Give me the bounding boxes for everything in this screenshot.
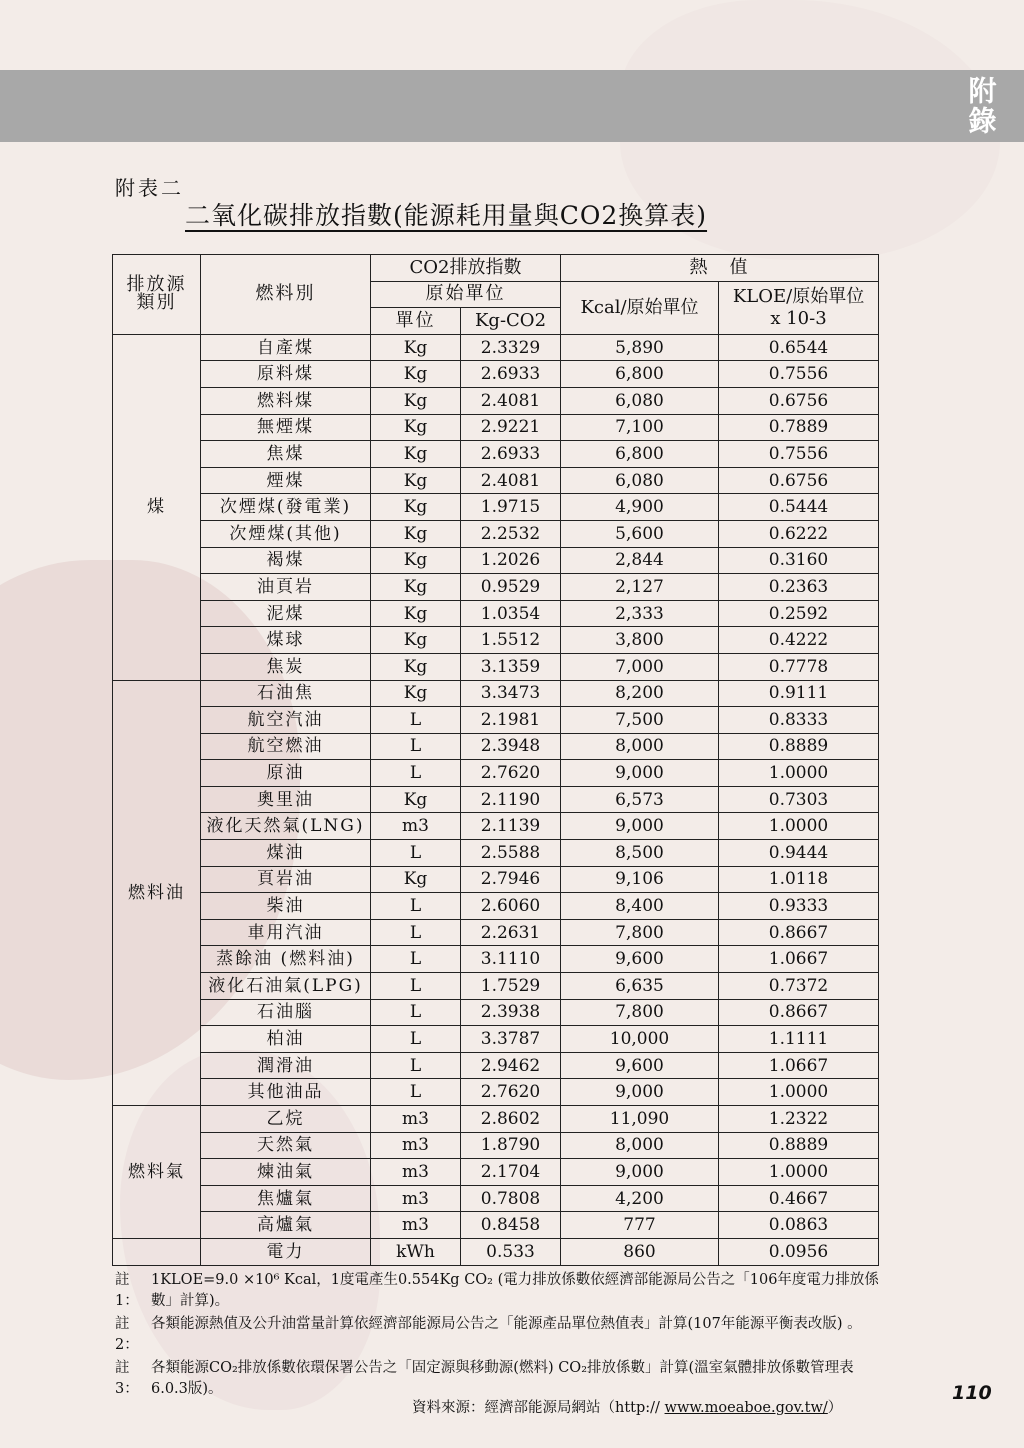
kloe-cell: 0.0863: [719, 1212, 879, 1239]
unit-cell: Kg: [371, 494, 461, 521]
kcal-cell: 9,106: [561, 866, 719, 893]
fuel-cell: 柏油: [201, 1026, 371, 1053]
kcal-cell: 2,333: [561, 600, 719, 627]
kloe-cell: 0.2363: [719, 574, 879, 601]
table-row: [113, 467, 879, 494]
fuel-cell: 航空燃油: [201, 733, 371, 760]
co2-cell: 2.2631: [461, 919, 561, 946]
unit-cell: Kg: [371, 467, 461, 494]
footnote-label: 註2：: [115, 1316, 139, 1353]
table-row: [113, 999, 879, 1026]
page-title: 二氧化碳排放指數(能源耗用量與CO2換算表): [185, 201, 708, 230]
kloe-cell: 0.8333: [719, 707, 879, 734]
kcal-cell: 7,000: [561, 653, 719, 680]
kcal-cell: 6,080: [561, 387, 719, 414]
co2-cell: 3.1110: [461, 946, 561, 973]
fuel-cell: 原料煤: [201, 361, 371, 388]
unit-cell: Kg: [371, 653, 461, 680]
kloe-cell: 1.0000: [719, 1159, 879, 1186]
footnote: [115, 1358, 880, 1400]
table-row: [113, 334, 879, 361]
table-row: [113, 733, 879, 760]
kloe-cell: 1.0118: [719, 866, 879, 893]
table-row: [113, 840, 879, 867]
unit-cell: Kg: [371, 547, 461, 574]
fuel-cell: 其他油品: [201, 1079, 371, 1106]
co2-cell: 0.8458: [461, 1212, 561, 1239]
unit-cell: m3: [371, 1185, 461, 1212]
co2-cell: 2.3329: [461, 334, 561, 361]
footnote-text: 1KLOE=9.0 ×10⁶ Kcal，1度電產生0.554Kg CO₂ (電力排放係數依經濟部能源局公告之「106年度電力排放係數」計算)。: [151, 1272, 879, 1309]
kloe-cell: 1.0000: [719, 760, 879, 787]
unit-cell: L: [371, 893, 461, 920]
footnote-text: 各類能源熱值及公升油當量計算依經濟部能源局公告之「能源產品單位熱值表」計算(107年能源平衡表改版) 。: [151, 1316, 862, 1332]
header-kcal: Kcal/原始單位: [561, 281, 719, 334]
fuel-cell: 石油腦: [201, 999, 371, 1026]
kloe-cell: 0.5444: [719, 494, 879, 521]
kcal-cell: 6,573: [561, 786, 719, 813]
kcal-cell: 10,000: [561, 1026, 719, 1053]
fuel-cell: 電力: [201, 1238, 371, 1265]
co2-cell: 2.1704: [461, 1159, 561, 1186]
fuel-cell: 頁岩油: [201, 866, 371, 893]
co2-cell: 2.7946: [461, 866, 561, 893]
kcal-cell: 8,000: [561, 1132, 719, 1159]
table-row: [113, 1052, 879, 1079]
co2-cell: 2.7620: [461, 760, 561, 787]
kloe-cell: 0.8667: [719, 919, 879, 946]
kloe-cell: 1.2322: [719, 1106, 879, 1133]
kcal-cell: 5,600: [561, 520, 719, 547]
kcal-cell: 9,000: [561, 760, 719, 787]
kcal-cell: 7,800: [561, 919, 719, 946]
unit-cell: L: [371, 973, 461, 1000]
co2-cell: 2.8602: [461, 1106, 561, 1133]
co2-cell: 2.6933: [461, 441, 561, 468]
kloe-cell: 0.6756: [719, 387, 879, 414]
fuel-cell: 自產煤: [201, 334, 371, 361]
kcal-cell: 7,100: [561, 414, 719, 441]
co2-cell: 2.6060: [461, 893, 561, 920]
header-kg-co2: Kg-CO2: [461, 308, 561, 335]
source-suffix: ）: [827, 1400, 843, 1416]
kloe-cell: 0.8667: [719, 999, 879, 1026]
kloe-cell: 0.2592: [719, 600, 879, 627]
appendix-tab: 附錄: [964, 76, 998, 136]
table-row: [113, 1238, 879, 1265]
fuel-cell: 煤油: [201, 840, 371, 867]
table-row: [113, 600, 879, 627]
table-row: [113, 441, 879, 468]
kcal-cell: 8,000: [561, 733, 719, 760]
kloe-cell: 0.7372: [719, 973, 879, 1000]
kloe-cell: 0.9333: [719, 893, 879, 920]
table-row: [113, 1212, 879, 1239]
co2-conversion-table: [112, 254, 879, 1266]
co2-cell: 2.1981: [461, 707, 561, 734]
kcal-cell: 5,890: [561, 334, 719, 361]
kloe-cell: 0.7303: [719, 786, 879, 813]
unit-cell: L: [371, 946, 461, 973]
fuel-cell: 次煙煤(其他): [201, 520, 371, 547]
table-label: 附表二: [115, 176, 184, 200]
source-citation: [412, 1396, 842, 1417]
unit-cell: Kg: [371, 387, 461, 414]
unit-cell: L: [371, 733, 461, 760]
kloe-cell: 0.6222: [719, 520, 879, 547]
co2-cell: 2.5588: [461, 840, 561, 867]
kcal-cell: 3,800: [561, 627, 719, 654]
unit-cell: Kg: [371, 680, 461, 707]
table-body: [113, 334, 879, 1265]
fuel-cell: 泥煤: [201, 600, 371, 627]
fuel-cell: 無煙煤: [201, 414, 371, 441]
header-co2-index: CO2排放指數: [371, 255, 561, 282]
table-row: [113, 973, 879, 1000]
unit-cell: L: [371, 1052, 461, 1079]
footnote-label: 註3：: [115, 1360, 139, 1397]
fuel-cell: 次煙煤(發電業): [201, 494, 371, 521]
co2-cell: 2.4081: [461, 387, 561, 414]
kcal-cell: 8,400: [561, 893, 719, 920]
unit-cell: Kg: [371, 441, 461, 468]
header-kloe-scale: x 10-3: [770, 307, 827, 329]
kcal-cell: 8,200: [561, 680, 719, 707]
unit-cell: Kg: [371, 520, 461, 547]
table-row: [113, 1106, 879, 1133]
kcal-cell: 7,500: [561, 707, 719, 734]
co2-cell: 3.3473: [461, 680, 561, 707]
unit-cell: m3: [371, 1159, 461, 1186]
kloe-cell: 0.7556: [719, 441, 879, 468]
kloe-cell: 0.6756: [719, 467, 879, 494]
kloe-cell: 0.3160: [719, 547, 879, 574]
co2-cell: 1.0354: [461, 600, 561, 627]
table-row: [113, 361, 879, 388]
kcal-cell: 2,844: [561, 547, 719, 574]
unit-cell: Kg: [371, 334, 461, 361]
kloe-cell: 1.0667: [719, 946, 879, 973]
co2-cell: 2.7620: [461, 1079, 561, 1106]
kloe-cell: 1.0000: [719, 1079, 879, 1106]
fuel-cell: 航空汽油: [201, 707, 371, 734]
table-row: [113, 653, 879, 680]
co2-cell: 2.4081: [461, 467, 561, 494]
unit-cell: L: [371, 999, 461, 1026]
unit-cell: L: [371, 707, 461, 734]
fuel-cell: 液化天然氣(LNG): [201, 813, 371, 840]
fuel-cell: 褐煤: [201, 547, 371, 574]
fuel-cell: 液化石油氣(LPG): [201, 973, 371, 1000]
co2-cell: 1.5512: [461, 627, 561, 654]
table-row: [113, 1132, 879, 1159]
co2-cell: 2.3938: [461, 999, 561, 1026]
kcal-cell: 7,800: [561, 999, 719, 1026]
co2-cell: 3.3787: [461, 1026, 561, 1053]
table-row: [113, 1185, 879, 1212]
fuel-cell: 煤球: [201, 627, 371, 654]
table-row: [113, 707, 879, 734]
unit-cell: m3: [371, 1212, 461, 1239]
table-row: [113, 574, 879, 601]
table-row: [113, 520, 879, 547]
fuel-cell: 焦炭: [201, 653, 371, 680]
fuel-cell: 潤滑油: [201, 1052, 371, 1079]
table-row: [113, 1079, 879, 1106]
table-row: [113, 414, 879, 441]
kcal-cell: 777: [561, 1212, 719, 1239]
header-kloe-label: KLOE/原始單位: [732, 285, 865, 307]
co2-cell: 1.9715: [461, 494, 561, 521]
fuel-cell: 石油焦: [201, 680, 371, 707]
table-row: [113, 680, 879, 707]
table-row: [113, 1159, 879, 1186]
kloe-cell: 1.1111: [719, 1026, 879, 1053]
fuel-cell: 煙煤: [201, 467, 371, 494]
fuel-cell: 車用汽油: [201, 919, 371, 946]
kcal-cell: 8,500: [561, 840, 719, 867]
unit-cell: Kg: [371, 627, 461, 654]
unit-cell: Kg: [371, 414, 461, 441]
fuel-cell: 燃料煤: [201, 387, 371, 414]
header-unit: 單位: [371, 308, 461, 335]
kcal-cell: 6,080: [561, 467, 719, 494]
kloe-cell: 0.0956: [719, 1238, 879, 1265]
table-row: [113, 1026, 879, 1053]
kloe-cell: 0.8889: [719, 1132, 879, 1159]
kcal-cell: 9,000: [561, 813, 719, 840]
category-cell: [113, 1238, 201, 1265]
kcal-cell: 11,090: [561, 1106, 719, 1133]
kcal-cell: 9,000: [561, 1079, 719, 1106]
co2-cell: 2.1139: [461, 813, 561, 840]
unit-cell: L: [371, 840, 461, 867]
page-number: 110: [952, 1382, 992, 1404]
unit-cell: Kg: [371, 361, 461, 388]
co2-cell: 2.9462: [461, 1052, 561, 1079]
fuel-cell: 原油: [201, 760, 371, 787]
table-row: [113, 919, 879, 946]
kcal-cell: 6,635: [561, 973, 719, 1000]
fuel-cell: 柴油: [201, 893, 371, 920]
footnote-label: 註1：: [115, 1272, 139, 1309]
co2-cell: 0.9529: [461, 574, 561, 601]
kloe-cell: 0.7778: [719, 653, 879, 680]
footnotes: [115, 1270, 880, 1402]
fuel-cell: 焦爐氣: [201, 1185, 371, 1212]
fuel-cell: 蒸餘油 (燃料油): [201, 946, 371, 973]
kloe-cell: 0.6544: [719, 334, 879, 361]
table-row: [113, 866, 879, 893]
table-row: [113, 627, 879, 654]
header-heat-value: 熱 值: [561, 255, 879, 282]
kloe-cell: 0.9444: [719, 840, 879, 867]
co2-cell: 1.7529: [461, 973, 561, 1000]
table-row: [113, 387, 879, 414]
header-fuel-type: 燃料別: [201, 255, 371, 335]
co2-cell: 1.2026: [461, 547, 561, 574]
kloe-cell: 1.0000: [719, 813, 879, 840]
co2-cell: 2.9221: [461, 414, 561, 441]
unit-cell: Kg: [371, 574, 461, 601]
kloe-cell: 0.7889: [719, 414, 879, 441]
kloe-cell: 0.4222: [719, 627, 879, 654]
co2-cell: 3.1359: [461, 653, 561, 680]
table-row: [113, 494, 879, 521]
unit-cell: m3: [371, 1106, 461, 1133]
unit-cell: L: [371, 1026, 461, 1053]
header-source-category: 排放源類別: [113, 255, 201, 335]
footnote: [115, 1314, 880, 1356]
footnote: [115, 1270, 880, 1312]
co2-cell: 0.7808: [461, 1185, 561, 1212]
co2-cell: 2.3948: [461, 733, 561, 760]
unit-cell: kWh: [371, 1238, 461, 1265]
fuel-cell: 高爐氣: [201, 1212, 371, 1239]
fuel-cell: 煉油氣: [201, 1159, 371, 1186]
kloe-cell: 1.0667: [719, 1052, 879, 1079]
table-row: [113, 893, 879, 920]
kcal-cell: 2,127: [561, 574, 719, 601]
table-row: [113, 547, 879, 574]
table-row: [113, 786, 879, 813]
fuel-cell: 油頁岩: [201, 574, 371, 601]
header-original-unit: 原始單位: [371, 281, 561, 308]
kcal-cell: 9,600: [561, 1052, 719, 1079]
unit-cell: m3: [371, 813, 461, 840]
header-kloe: [719, 281, 879, 334]
co2-cell: 0.533: [461, 1238, 561, 1265]
kloe-cell: 0.7556: [719, 361, 879, 388]
unit-cell: m3: [371, 1132, 461, 1159]
header-band: [0, 70, 1024, 142]
kcal-cell: 9,000: [561, 1159, 719, 1186]
table-row: [113, 760, 879, 787]
unit-cell: Kg: [371, 866, 461, 893]
kcal-cell: 4,200: [561, 1185, 719, 1212]
table-row: [113, 946, 879, 973]
category-cell: 燃料油: [113, 680, 201, 1106]
footnote-text: 各類能源CO₂排放係數依環保署公告之「固定源與移動源(燃料) CO₂排放係數」計算(溫室氣體排放係數管理表6.0.3版)。: [151, 1360, 854, 1397]
co2-cell: 2.1190: [461, 786, 561, 813]
kloe-cell: 0.4667: [719, 1185, 879, 1212]
source-link[interactable]: www.moeaboe.gov.tw/: [664, 1400, 828, 1416]
fuel-cell: 天然氣: [201, 1132, 371, 1159]
co2-cell: 2.2532: [461, 520, 561, 547]
co2-cell: 1.8790: [461, 1132, 561, 1159]
co2-cell: 2.6933: [461, 361, 561, 388]
unit-cell: L: [371, 1079, 461, 1106]
fuel-cell: 奧里油: [201, 786, 371, 813]
fuel-cell: 焦煤: [201, 441, 371, 468]
category-cell: 燃料氣: [113, 1106, 201, 1239]
unit-cell: Kg: [371, 600, 461, 627]
kloe-cell: 0.8889: [719, 733, 879, 760]
kcal-cell: 9,600: [561, 946, 719, 973]
kcal-cell: 6,800: [561, 361, 719, 388]
kcal-cell: 4,900: [561, 494, 719, 521]
unit-cell: L: [371, 760, 461, 787]
kloe-cell: 0.9111: [719, 680, 879, 707]
unit-cell: L: [371, 919, 461, 946]
unit-cell: Kg: [371, 786, 461, 813]
source-prefix: 資料來源：經濟部能源局網站（http://: [412, 1400, 665, 1416]
table-row: [113, 813, 879, 840]
fuel-cell: 乙烷: [201, 1106, 371, 1133]
kcal-cell: 860: [561, 1238, 719, 1265]
kcal-cell: 6,800: [561, 441, 719, 468]
category-cell: 煤: [113, 334, 201, 680]
